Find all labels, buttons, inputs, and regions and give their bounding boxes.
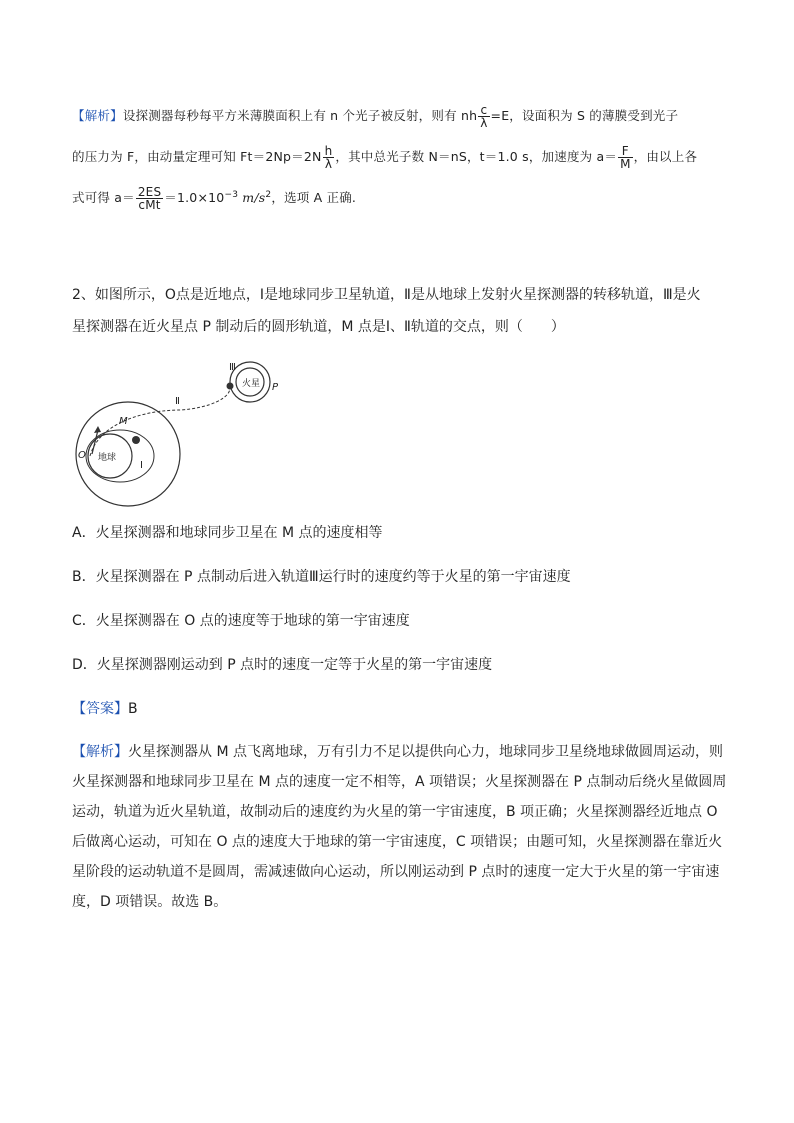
option-d: D．火星探测器刚运动到 P 点时的速度一定等于火星的第一宇宙速度 (72, 657, 493, 673)
label-III: Ⅲ (229, 362, 236, 373)
label-O: O (78, 450, 86, 461)
option-a: A．火星探测器和地球同步卫星在 M 点的速度相等 (72, 525, 383, 541)
analysis2-tag: 【解析】 (72, 744, 128, 760)
arrow-head (94, 426, 101, 433)
label-mars: 火星 (242, 379, 261, 389)
analysis1-line2: 的压力为 F，由动量定理可知 Ft＝2Np＝2N $\frac{h}{\lambda}$ ，其中总光子数 N＝nS，t＝1.0 s，加速度为 a＝ $\frac{F}{M}$ ，由以上各 (72, 144, 698, 171)
orbit-diagram (70, 360, 290, 510)
option-c: C．火星探测器在 O 点的速度等于地球的第一宇宙速度 (72, 613, 410, 629)
fraction-2ES-over-cMt: $\frac{2ES}{\text{cMt}}$ (137, 185, 162, 212)
point-transfer-dot (227, 383, 234, 390)
fraction-h-over-lambda: $\frac{h}{\lambda}$ (324, 144, 333, 171)
analysis1-tag: 【解析】 (72, 108, 123, 123)
analysis2-text: 火星探测器从 M 点飞离地球，万有引力不足以提供向心力，地球同步卫星绕地球做圆周运动，则火星探测器和地球同步卫星在 M 点的速度一定不相等，A 项错误；火星探测器在 P 点制动后绕火星做圆周运动，轨道为近火星轨道，故制动后的速度约为火星的第一宇宙速度，B 项正确；火星探测器经近地点 O 后做离心运动，可知在 O 点的速度大于地球的第一宇宙速度，C 项错误；由题可知，火星探测器在靠近火星阶段的运动轨道不是圆周，需减速做向心运动，所以刚运动到 P 点时的速度一定大于火星的第一宇宙速度，D 项错误。故选 B。 (72, 744, 727, 910)
answer-tag: 【答案】 (72, 701, 128, 717)
fraction-c-over-lambda: $\frac{c}{\lambda}$ (480, 103, 488, 130)
label-II: Ⅱ (175, 396, 180, 407)
orbit-I (76, 402, 180, 506)
fraction-F-over-M: $\frac{F}{M}$ (620, 144, 631, 171)
label-earth: 地球 (98, 453, 117, 463)
label-P: P (272, 382, 279, 393)
answer-value: B (128, 701, 138, 717)
answer-line (72, 698, 732, 718)
question-line1: 2、如图所示，O点是近地点，Ⅰ是地球同步卫星轨道，Ⅱ是从地球上发射火星探测器的转移轨道，Ⅲ是火 (72, 287, 701, 303)
analysis1-line3: 式可得 a＝ $\frac{2ES}{\text{cMt}}$ $=1.0\times 10^{-3}$ $m/s^2$，选项 A 正确. (72, 185, 357, 212)
label-I: Ⅰ (140, 460, 143, 471)
analysis2-paragraph (72, 737, 734, 917)
orbit-II-path (90, 388, 230, 456)
analysis1-line1: 【解析】设探测器每秒每平方米薄膜面积上有 n 个光子被反射，则有 nh $\frac{c}{\lambda}$ =E，设面积为 S 的薄膜受到光子 (72, 103, 679, 130)
option-b: B．火星探测器在 P 点制动后进入轨道Ⅲ运行时的速度约等于火星的第一宇宙速度 (72, 569, 571, 585)
point-I-dot (132, 436, 140, 444)
label-M: M (119, 416, 128, 427)
question-line2: 星探测器在近火星点 P 制动后的圆形轨道，M 点是Ⅰ、Ⅱ轨道的交点，则（ ） (72, 319, 565, 335)
